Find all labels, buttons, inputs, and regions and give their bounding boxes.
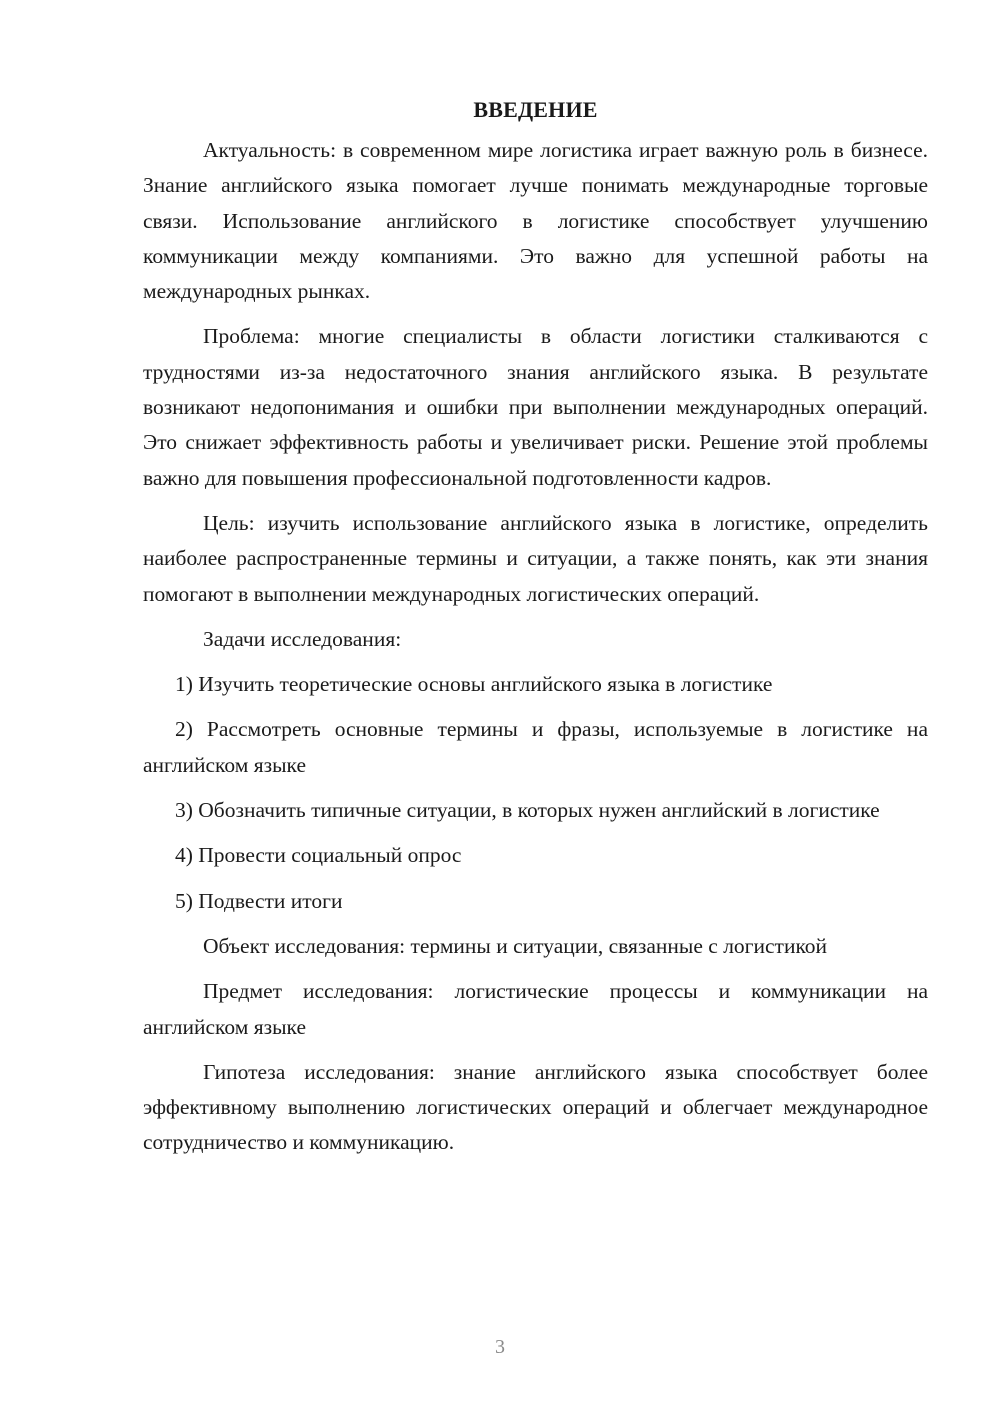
page-content [143,92,928,1171]
task-item-5: 5) Подвести итоги [175,888,343,913]
paragraph-tasks-intro: Задачи исследования: [203,626,402,651]
paragraph-goal: Цель: изучить использование английского языка в логистике, определить наиболее распространенные термины и ситуации, а также понять, как эти знания помогают в выполнении международных логистических операций. [143,510,928,606]
task-item-3: 3) Обозначить типичные ситуации, в которых нужен английский в логистике [175,798,880,823]
paragraph-subject: Предмет исследования: логистические процессы и коммуникации на английском языке [143,979,928,1039]
section-heading: ВВЕДЕНИЕ [473,97,598,122]
paragraph-object: Объект исследования: термины и ситуации, связанные с логистикой [203,933,828,958]
page-number: 3 [495,1336,505,1358]
task-item-1: 1) Изучить теоретические основы английского языка в логистике [175,672,773,697]
paragraph-relevance: Актуальность: в современном мире логистика играет важную роль в бизнесе. Знание английского языка помогает лучше понимать международные торговые связи. Использование английского в логистике способствует улучшению коммуникации между компаниями. Это важно для успешной работы на международных рынках. [143,138,928,304]
paragraph-hypothesis: Гипотеза исследования: знание английского языка способствует более эффективному выполнению логистических операций и облегчает международное сотрудничество и коммуникацию. [143,1059,928,1155]
paragraph-problem: Проблема: многие специалисты в области логистики сталкиваются с трудностями из-за недостаточного знания английского языка. В результате возникают недопонимания и ошибки при выполнении международных операций. Это снижает эффективность работы и увеличивает риски. Решение этой проблемы важно для повышения профессиональной подготовленности кадров. [143,324,928,490]
task-item-2: 2) Рассмотреть основные термины и фразы, используемые в логистике на английском языке [143,717,928,777]
task-item-4: 4) Провести социальный опрос [175,843,462,868]
